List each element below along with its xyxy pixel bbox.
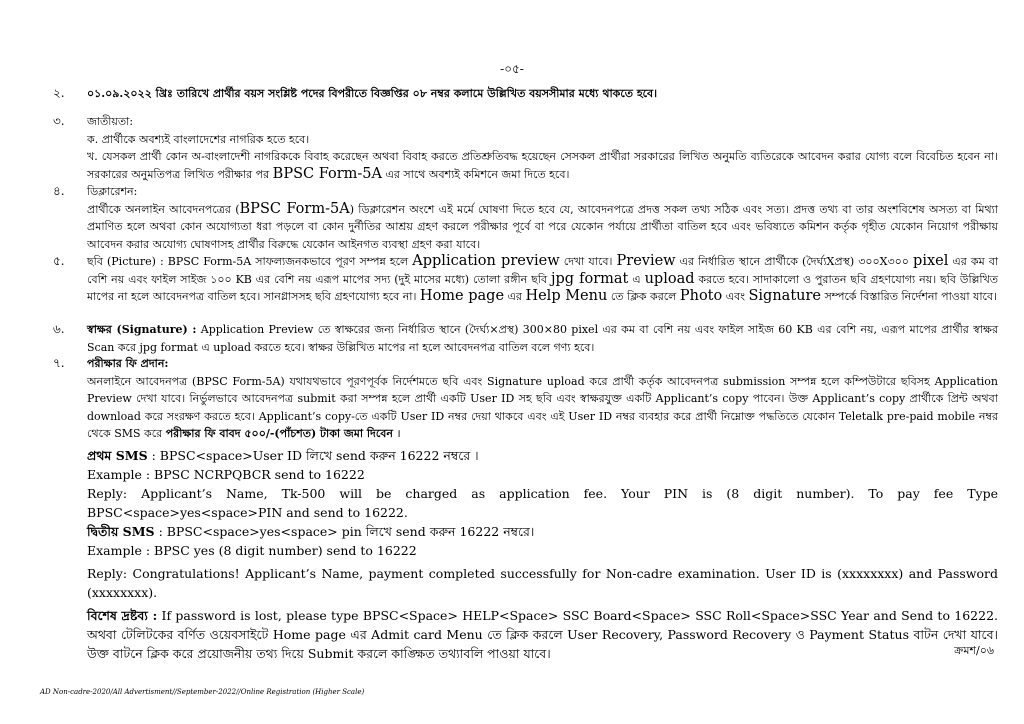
item-number: ৪. [53,184,65,198]
signature-label: স্বাক্ষর (Signature) : [87,323,197,336]
footer-path: AD Non-cadre-2020/All Advertisment//September-2022//Online Registration (Higher Scale) [40,688,365,696]
picture-text: ছবি (Picture) : BPSC Form-5A সাফল্যজনকভাবে পূরণ সম্পন্ন হলে Application preview দেখা যাবে। Preview এর নির্ধারিত স্থানে প্রার্থীকে (দৈর্ঘ্যXপ্রস্থ) ৩০০X৩০০ pixel এর কম বা বেশি নয় এবং ফাইল সাইজ ১০০ KB এর বেশি নয় এরূপ মাপের সদ্য (দুই মাসের মধ্যে) তোলা রঙ্গীন ছবি jpg format এ upload করতে হবে। সাদাকালো ও পুরাতন ছবি গ্রহণযোগ্য নয়। ছবি উল্লিখিত মাপের না হলে আবেদনপত্র বাতিল হবে। সানগ্লাসসহ ছবি গ্রহণযোগ্য হবে না। Home page এর Help Menu তে ক্লিক করলে Photo এবং Signature সম্পর্কে বিস্তারিত নির্দেশনা পাওয়া যাবে। [87,253,999,304]
fee-text: অনলাইনে আবেদনপত্র (BPSC Form-5A) যথাযথভাবে পূরণপূর্বক নির্দেশমতে ছবি এবং Signature upload করে প্রার্থী কর্তৃক আবেদনপত্র submission সম্পন্ন হলে কম্পিউটারে ছবিসহ Application Preview দেখা যাবে। নির্ভুলভাবে আবেদনপত্র submit করা সম্পন্ন হলে প্রার্থী একটি User ID সহ ছবি এবং স্বাক্ষরযুক্ত একটি Applicant’s copy পাবেন। উক্ত Applicant’s copy প্রার্থীকে প্রিন্ট অথবা download করে সংরক্ষণ করতে হবে। Applicant’s copy-তে একটি User ID নম্বর দেয়া থাকবে এবং এই User ID নম্বর ব্যবহার করে প্রার্থী নিম্নোক্ত পদ্ধতিতে যেকোন Teletalk pre-paid mobile নম্বর থেকে SMS করে পরীক্ষার ফি বাবদ ৫০০/-(পাঁচশত) টাকা জমা দিবেন । [87,374,998,440]
nationality-line-a: ক. প্রার্থীকে অবশ্যই বাংলাদেশের নাগরিক হতে হবে। [87,132,310,146]
form-name: BPSC Form-5A [272,165,382,182]
age-requirement-text: ০১.০৯.২০২২ খ্রিঃ তারিখে প্রার্থীর বয়স সংশ্লিষ্ট পদের বিপরীতে বিজ্ঞপ্তির ০৮ নম্বর কলামে উল্লিখিত বয়সসীমার মধ্যে থাকতে হবে। [87,87,658,100]
item-number: ৫. [53,254,65,268]
signature-text: স্বাক্ষর (Signature) : Application Preview তে স্বাক্ষরের জন্য নির্ধারিত স্থানে (দৈর্ঘ্য×প্রস্থ) 300×80 pixel এর কম বা বেশি নয় এবং ফাইল সাইজ 60 KB এর বেশি নয়, এরূপ মাপের প্রার্থীর স্বাক্ষর Scan করে jpg format এ upload করতে হবে। স্বাক্ষর উল্লিখিত মাপের না হলে আবেদনপত্র বাতিল বলে গণ্য হবে। [87,323,998,354]
item-number: ২. [53,86,65,100]
declaration-text: প্রার্থীকে অনলাইন আবেদনপত্রের (BPSC Form-5A) ডিক্লারেশন অংশে এই মর্মে ঘোষণা দিতে হবে যে, আবেদনপত্রে প্রদত্ত সকল তথ্য সঠিক এবং সত্য। প্রদত্ত তথ্য বা তার অংশবিশেষ অসত্য বা মিথ্যা প্রমাণিত হলে অথবা কোন অযোগ্যতা ধরা পড়লে বা কোন দুর্নীতির আশ্রয় গ্রহণ করলে পরীক্ষার পূর্বে বা পরে যেকোন পর্যায়ে প্রার্থীতা বাতিল হবে এবং ভবিষ্যতে কমিশন কর্তৃক গৃহীত যেকোন নিয়োগ পরীক্ষায় আবেদন করার অযোগ্য ঘোষণাসহ প্রার্থীর বিরুদ্ধে যেকোন আইনগত ব্যবস্থা গ্রহণ করা যাবে। [87,200,998,251]
first-sms: প্রথম SMS : BPSC<space>User ID লিখে send করুন 16222 নম্বরে । [87,448,479,463]
continue-note: ক্রমশ/০৬ [954,644,994,657]
form-name: BPSC Form-5A [239,200,350,217]
page-number: -০৫- [500,62,524,76]
fee-heading: পরীক্ষার ফি প্রদান: [87,357,169,370]
second-sms: দ্বিতীয় SMS : BPSC<space>yes<space> pin লিখে send করুন 16222 নম্বরে। [87,524,535,539]
item-number: ৭. [53,356,65,370]
reply-1: Reply: Applicant’s Name, Tk-500 will be charged as application fee. Your PIN is (8 digit number). To pay fee Type BPSC<space>yes<space>PIN and send to 16222. [87,486,998,520]
item-number: ৬. [53,322,65,336]
declaration-heading: ডিক্লারেশন: [87,185,138,198]
special-note: বিশেষ দ্রষ্টব্য : If password is lost, please type BPSC<Space> HELP<Space> SSC Board<Space> SSC Roll<Space>SSC Year and Send to 16222. অথবা টেলিটকের বর্ণিত ওয়েবসাইটে Home page এর Admit card Menu তে ক্লিক করলে User Recovery, Password Recovery ও Payment Status বাটন দেখা যাবে। উক্ত বাটনে ক্লিক করে প্রয়োজনীয় তথ্য দিয়ে Submit করলে কাঙ্ক্ষিত তথ্যাবলি পাওয়া যাবে। [87,608,999,661]
nationality-line-b: খ. যেসকল প্রার্থী কোন অ-বাংলাদেশী নাগরিককে বিবাহ করেছেন অথবা বিবাহ করতে প্রতিশ্রুতিবদ্ধ হয়েছেন সেসকল প্রার্থীরা সরকারের লিখিত অনুমতি ব্যতিরেকে আবেদন করার যোগ্য বলে বিবেচিত হবেন না। সরকারের অনুমতিপত্র লিখিত পরীক্ষার পর BPSC Form-5A এর সাথে অবশ্যই কমিশনে জমা দিতে হবে। [87,150,998,182]
reply-2: Reply: Congratulations! Applicant’s Name, payment completed successfully for Non-cadre examination. User ID is (xxxxxxxx) and Password (xxxxxxxx). [87,566,998,600]
nationality-heading: জাতীয়তা: [87,115,134,128]
example-1: Example : BPSC NCRPQBCR send to 16222 [87,467,365,482]
example-2: Example : BPSC yes (8 digit number) send to 16222 [87,543,417,558]
item-number: ৩. [53,114,65,128]
